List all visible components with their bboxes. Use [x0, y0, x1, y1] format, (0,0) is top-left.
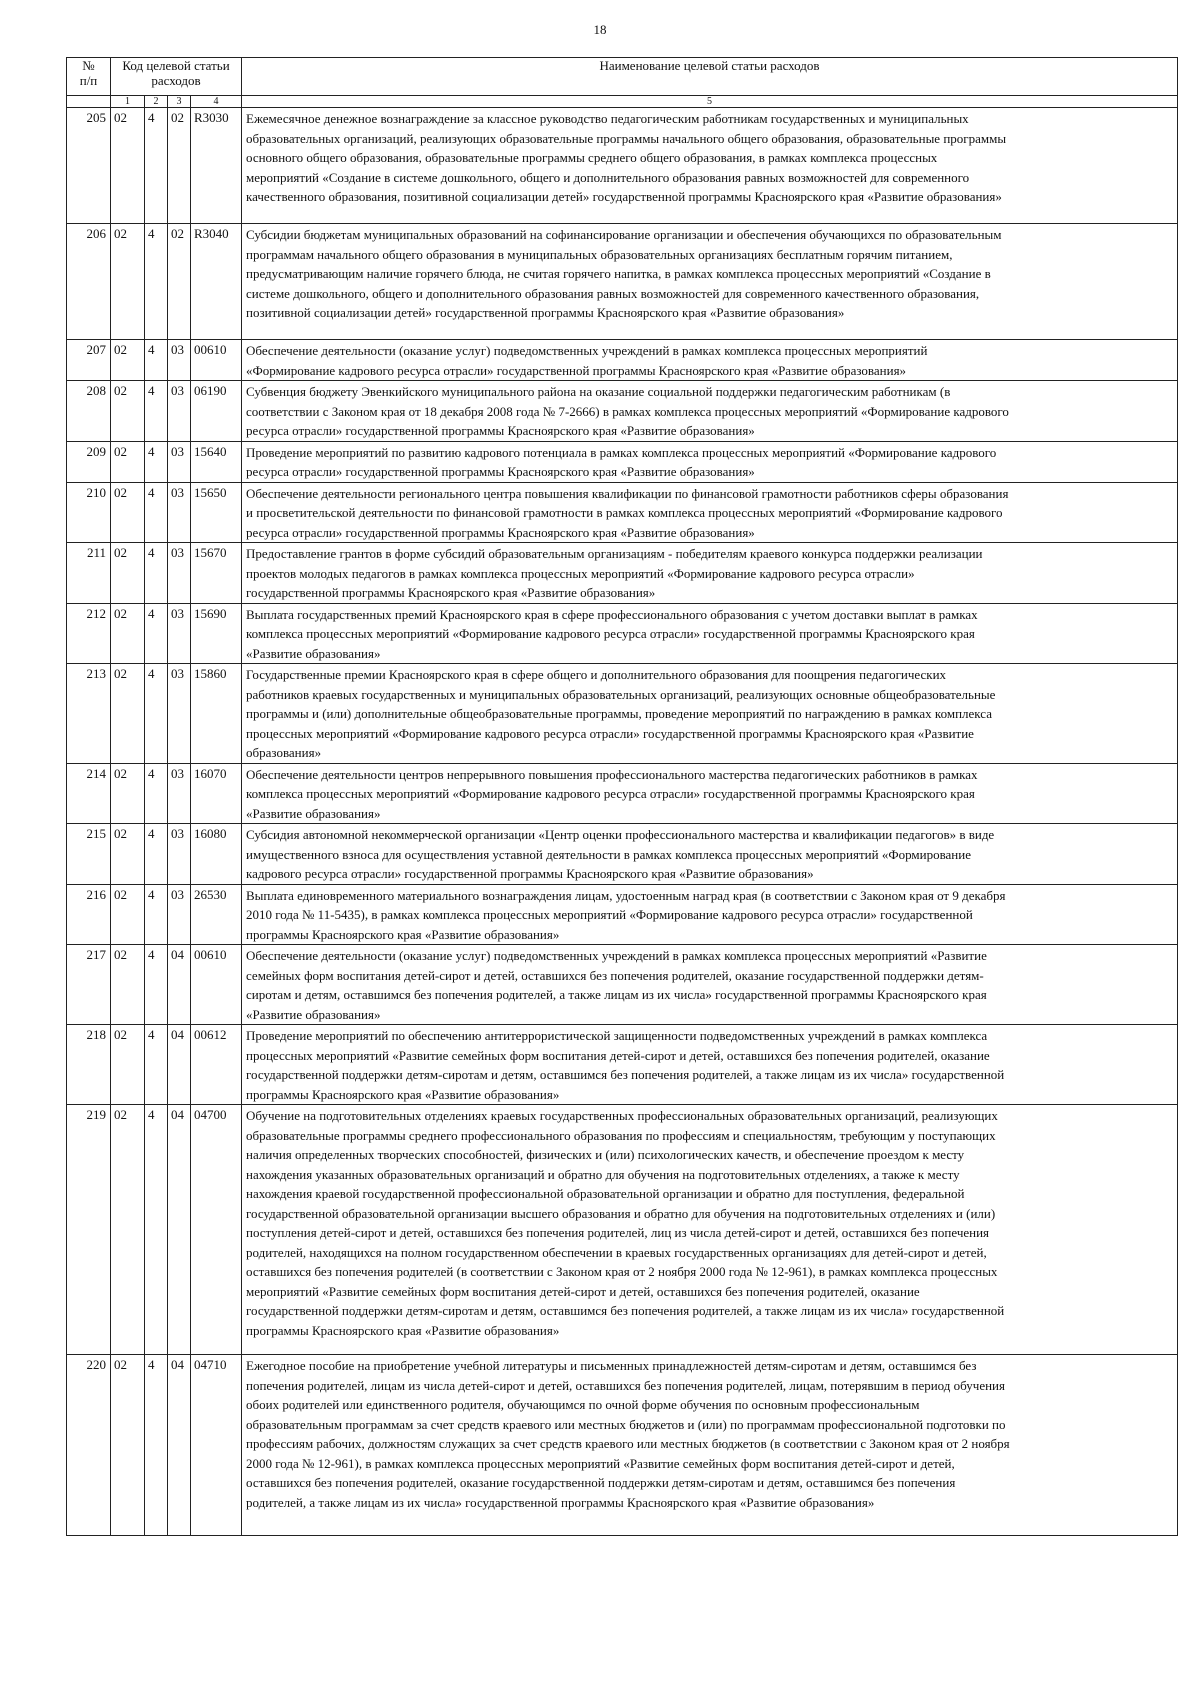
- code-part-2: 4: [145, 543, 168, 604]
- code-part-4: 16070: [191, 763, 242, 824]
- name-line: работников краевых государственных и муниципальных образовательных организаций, реализующих основные общеобразовательные: [246, 686, 996, 702]
- name-line: образовательным программам за счет средств краевого или местных бюджетов и (или) по программам профессиональной подготовки по: [246, 1416, 1006, 1432]
- expense-item-name: [242, 340, 1178, 381]
- name-line: оставшихся без попечения родителей (в соответствии с Законом края от 2 ноября 2000 года № 12-961), в рамках комплекса процессных: [246, 1264, 998, 1279]
- table-row: [67, 482, 1178, 543]
- name-line: «Развитие образования»: [246, 645, 381, 661]
- name-line: оставшихся без попечения родителей, оказание государственной поддержки детям-сиротам и детям, оставшимся без попечения: [246, 1475, 956, 1490]
- expense-item-name: [242, 108, 1178, 224]
- name-line: кадрового ресурса отрасли» государственной программы Красноярского края «Развитие образования»: [246, 866, 814, 881]
- name-line: образовательные программы среднего профессионального образования по профессиям и специальностям, требующим у поступающих: [246, 1127, 996, 1143]
- code-part-4: 04710: [191, 1355, 242, 1536]
- row-index: 211: [67, 543, 111, 604]
- name-line: ресурса отрасли» государственной программы Красноярского края «Развитие образования»: [246, 524, 755, 540]
- code-part-2: 4: [145, 441, 168, 482]
- num-label-2: п/п: [79, 73, 98, 88]
- name-line: и просветительской деятельности по финансовой грамотности в рамках комплекса процессных мероприятий «Формирование кадрового: [246, 505, 1003, 520]
- name-line: нахождения указанных образовательных организаций и обратно для обучения на подготовительных отделениях, а также к месту: [246, 1166, 960, 1182]
- col-number-blank: [67, 96, 111, 108]
- code-part-3: 02: [168, 224, 191, 340]
- name-line: Государственные премии Красноярского края в сфере общего и дополнительного образования для поощрения педагогических: [246, 667, 947, 682]
- name-line: имущественного взноса для осуществления уставной деятельности в рамках комплекса процессных мероприятий «Формирование: [246, 846, 971, 862]
- code-part-2: 4: [145, 664, 168, 764]
- code-part-2: 4: [145, 224, 168, 340]
- row-index: 217: [67, 945, 111, 1025]
- row-index: 209: [67, 441, 111, 482]
- code-part-4: 00610: [191, 945, 242, 1025]
- table-row: [67, 945, 1178, 1025]
- code-part-1: 02: [111, 108, 145, 224]
- code-part-4: 15860: [191, 664, 242, 764]
- name-header: Наименование целевой статьи расходов: [242, 58, 1178, 96]
- name-line: Обучение на подготовительных отделениях краевых государственных профессиональных образовательных организаций, реализующих: [246, 1108, 998, 1123]
- code-part-1: 02: [111, 441, 145, 482]
- name-line: государственной поддержки детям-сиротам и детям, оставшимся без попечения родителей, а также лицам из их числа» государственной: [246, 1303, 1005, 1318]
- name-line: основного общего образования, образовательные программы среднего общего образования, в рамках комплекса процессных: [246, 150, 938, 165]
- col-number-3: 3: [168, 96, 191, 108]
- code-part-2: 4: [145, 884, 168, 945]
- name-line: государственной образовательной организации высшего образования и обратно для обучения на подготовительных отделениях и (или): [246, 1205, 996, 1221]
- code-part-1: 02: [111, 340, 145, 381]
- col-number-5: 5: [242, 96, 1178, 108]
- table-row: [67, 340, 1178, 381]
- name-line: «Формирование кадрового ресурса отрасли» государственной программы Красноярского края «Развитие образования»: [246, 362, 907, 378]
- row-index: 212: [67, 603, 111, 664]
- code-part-1: 02: [111, 381, 145, 442]
- expense-item-name: [242, 824, 1178, 885]
- table-row: [67, 763, 1178, 824]
- code-part-3: 03: [168, 441, 191, 482]
- code-part-1: 02: [111, 603, 145, 664]
- name-line: 2000 года № 12-961), в рамках комплекса процессных мероприятий «Развитие семейных форм воспитания детей-сирот и детей,: [246, 1455, 955, 1471]
- name-line: Предоставление грантов в форме субсидий образовательным организациям - победителям краевого конкурса поддержки реализации: [246, 546, 983, 561]
- code-part-3: 03: [168, 340, 191, 381]
- name-line: Выплата единовременного материального вознаграждения лицам, удостоенным наград края (в соответствии с Законом края от 9 декабря: [246, 887, 1006, 903]
- row-index: 207: [67, 340, 111, 381]
- expense-item-name: [242, 1025, 1178, 1105]
- code-part-3: 03: [168, 543, 191, 604]
- row-index: 206: [67, 224, 111, 340]
- code-part-3: 02: [168, 108, 191, 224]
- name-line: мероприятий «Создание в системе дошкольного, общего и дополнительного образования равных возможностей для современного: [246, 169, 970, 185]
- name-line: позитивной социализации детей» государственной программы Красноярского края «Развитие образования»: [246, 305, 845, 320]
- name-line: Обеспечение деятельности регионального центра повышения квалификации по финансовой грамотности работников сферы образования: [246, 485, 1009, 501]
- expense-item-name: [242, 1355, 1178, 1536]
- name-line: профессиям рабочих, должностям служащих за счет средств краевого или местных бюджетов (в соответствии с Законом края от 2 ноября: [246, 1436, 1010, 1451]
- table-row: [67, 884, 1178, 945]
- name-line: Ежемесячное денежное вознаграждение за классное руководство педагогическим работникам государственных и муниципальных: [246, 111, 969, 126]
- expense-item-name: [242, 884, 1178, 945]
- code-part-2: 4: [145, 482, 168, 543]
- code-part-2: 4: [145, 381, 168, 442]
- code-part-3: 03: [168, 763, 191, 824]
- expense-item-name: [242, 945, 1178, 1025]
- code-part-3: 03: [168, 664, 191, 764]
- name-line: Выплата государственных премий Красноярского края в сфере профессионального образования с учетом доставки выплат в рамках: [246, 606, 978, 622]
- name-line: Проведение мероприятий по обеспечению антитеррористической защищенности подведомственных учреждений в рамках комплекса: [246, 1028, 988, 1043]
- name-line: наличия определенных творческих способностей, физических и (или) психологических качеств, и обеспечение проездом к месту: [246, 1147, 965, 1162]
- name-line: Проведение мероприятий по развитию кадрового потенциала в рамках комплекса процессных мероприятий «Формирование кадрового: [246, 444, 997, 460]
- name-line: программы Красноярского края «Развитие образования»: [246, 1322, 560, 1338]
- name-line: программы и (или) дополнительные общеобразовательные программы, проведение мероприятий по награждению в рамках комплекса: [246, 706, 992, 721]
- code-part-4: 15670: [191, 543, 242, 604]
- row-index: 213: [67, 664, 111, 764]
- expense-item-name: [242, 763, 1178, 824]
- name-line: 2010 года № 11-5435), в рамках комплекса процессных мероприятий «Формирование кадрового ресурса отрасли» государственной: [246, 907, 973, 922]
- name-line: Обеспечение деятельности (оказание услуг) подведомственных учреждений в рамках комплекса процессных мероприятий «Развитие: [246, 948, 987, 963]
- name-line: ресурса отрасли» государственной программы Красноярского края «Развитие образования»: [246, 423, 755, 438]
- code-part-3: 04: [168, 1355, 191, 1536]
- code-part-3: 03: [168, 884, 191, 945]
- code-part-2: 4: [145, 1025, 168, 1105]
- code-part-4: 15640: [191, 441, 242, 482]
- name-line: Обеспечение деятельности центров непрерывного повышения профессионального мастерства педагогических работников в рамках: [246, 766, 978, 782]
- code-part-2: 4: [145, 824, 168, 885]
- name-line: Субвенция бюджету Эвенкийского муниципального района на оказание социальной поддержки педагогическим работникам (в: [246, 384, 951, 399]
- row-index: 208: [67, 381, 111, 442]
- code-part-1: 02: [111, 763, 145, 824]
- name-line: Субсидии бюджетам муниципальных образований на софинансирование организации и обеспечения обучающихся по образовательным: [246, 227, 1002, 242]
- name-line: качественного образования, позитивной социализации детей» государственной программы Красноярского края «Развитие образования»: [246, 189, 1002, 204]
- name-line: соответствии с Законом края от 18 декабря 2008 года № 7-2666) в рамках комплекса процессных мероприятий «Формирование кадрового: [246, 403, 1009, 419]
- code-part-4: 15690: [191, 603, 242, 664]
- table-row: [67, 224, 1178, 340]
- name-line: сиротам и детям, оставшимся без попечения родителей, а также лицам из их числа» государственной программы Красноярского края: [246, 987, 987, 1002]
- code-part-4: 00610: [191, 340, 242, 381]
- name-line: процессных мероприятий «Развитие семейных форм воспитания детей-сирот и детей, оставшихся без попечения родителей, оказание: [246, 1047, 990, 1063]
- code-part-3: 03: [168, 482, 191, 543]
- name-line: Субсидия автономной некоммерческой организации «Центр оценки профессионального мастерства и квалификации педагогов» в виде: [246, 827, 995, 842]
- page-number: 18: [593, 22, 607, 37]
- row-index: 218: [67, 1025, 111, 1105]
- row-index: 220: [67, 1355, 111, 1536]
- code-part-1: 02: [111, 824, 145, 885]
- code-part-2: 4: [145, 1355, 168, 1536]
- code-part-4: 15650: [191, 482, 242, 543]
- table-row: [67, 664, 1178, 764]
- name-line: «Развитие образования»: [246, 805, 381, 821]
- header-row: [67, 58, 1178, 96]
- row-index: 214: [67, 763, 111, 824]
- code-part-2: 4: [145, 763, 168, 824]
- row-index: 210: [67, 482, 111, 543]
- expense-item-name: [242, 381, 1178, 442]
- code-part-3: 04: [168, 1105, 191, 1355]
- expense-item-name: [242, 441, 1178, 482]
- name-line: образовательных организаций, реализующих образовательные программы начального общего образования, образовательные программы: [246, 130, 1007, 146]
- name-line: государственной программы Красноярского края «Развитие образования»: [246, 585, 656, 600]
- code-part-1: 02: [111, 1105, 145, 1355]
- table-row: [67, 381, 1178, 442]
- name-line: государственной поддержки детям-сиротам и детям, оставшимся без попечения родителей, а также лицам из их числа» государственной: [246, 1067, 1005, 1082]
- name-line: программы Красноярского края «Развитие образования»: [246, 1086, 560, 1102]
- num-header: [67, 58, 111, 96]
- table-row: [67, 543, 1178, 604]
- expense-item-name: [242, 224, 1178, 340]
- table-row: [67, 441, 1178, 482]
- code-label-1: Код целевой статьи: [122, 58, 230, 73]
- expense-item-name: [242, 1105, 1178, 1355]
- code-part-3: 04: [168, 1025, 191, 1105]
- code-part-4: 06190: [191, 381, 242, 442]
- code-part-1: 02: [111, 884, 145, 945]
- name-line: Обеспечение деятельности (оказание услуг) подведомственных учреждений в рамках комплекса процессных мероприятий: [246, 343, 928, 358]
- col-number-2: 2: [145, 96, 168, 108]
- row-index: 215: [67, 824, 111, 885]
- expense-item-name: [242, 664, 1178, 764]
- name-line: попечения родителей, лицам из числа детей-сирот и детей, оставшихся без попечения родителей, лицам, потерявшим в период обучения: [246, 1377, 1005, 1393]
- code-part-3: 03: [168, 824, 191, 885]
- name-line: семейных форм воспитания детей-сирот и детей, оставшихся без попечения родителей, оказание государственной поддержки детям-: [246, 967, 984, 983]
- code-part-2: 4: [145, 108, 168, 224]
- name-line: проектов молодых педагогов в рамках комплекса процессных мероприятий «Формирование кадрового ресурса отрасли»: [246, 565, 915, 581]
- name-line: системе дошкольного, общего и дополнительного образования равных возможностей для современного качественного образования,: [246, 285, 980, 301]
- col-number-1: 1: [111, 96, 145, 108]
- code-part-2: 4: [145, 945, 168, 1025]
- code-part-4: 26530: [191, 884, 242, 945]
- name-line: Ежегодное пособие на приобретение учебной литературы и письменных принадлежностей детям-сиротам и детям, оставшимся без: [246, 1358, 977, 1373]
- expense-items-table: [66, 57, 1178, 1536]
- code-part-1: 02: [111, 1025, 145, 1105]
- name-line: процессных мероприятий «Формирование кадрового ресурса отрасли» государственной программы Красноярского края «Развитие: [246, 725, 974, 741]
- table-row: [67, 1025, 1178, 1105]
- code-part-4: 16080: [191, 824, 242, 885]
- name-line: нахождения краевой государственной профессиональной образовательной организации и обратно для поступления, федеральной: [246, 1186, 965, 1201]
- code-header: [111, 58, 242, 96]
- code-part-1: 02: [111, 543, 145, 604]
- table-row: [67, 1355, 1178, 1536]
- code-part-1: 02: [111, 482, 145, 543]
- name-line: поступления детей-сирот и детей, оставшихся без попечения родителей, лиц из числа детей-сирот и детей, оставшихся без попечения: [246, 1225, 990, 1240]
- code-part-3: 03: [168, 603, 191, 664]
- code-part-2: 4: [145, 603, 168, 664]
- row-index: 219: [67, 1105, 111, 1355]
- column-number-row: [67, 96, 1178, 108]
- name-line: программы Красноярского края «Развитие образования»: [246, 926, 560, 942]
- code-part-4: R3030: [191, 108, 242, 224]
- name-line: мероприятий «Развитие семейных форм воспитания детей-сирот и детей, оставшихся без попечения родителей, оказание: [246, 1283, 920, 1299]
- table-row: [67, 824, 1178, 885]
- code-part-2: 4: [145, 340, 168, 381]
- name-line: предусматривающим наличие горячего блюда, не считая горячего напитка, в рамках комплекса процессных мероприятий «Создание в: [246, 266, 991, 281]
- code-label-2: расходов: [151, 73, 201, 88]
- name-line: родителей, находящихся на полном государственном обеспечении в краевых государственных организациях для детей-сирот и детей,: [246, 1244, 987, 1260]
- code-part-4: R3040: [191, 224, 242, 340]
- num-label-1: №: [82, 58, 95, 73]
- code-part-4: 00612: [191, 1025, 242, 1105]
- table-row: [67, 108, 1178, 224]
- col-number-4: 4: [191, 96, 242, 108]
- name-line: родителей, а также лицам из их числа» государственной программы Красноярского края «Развитие образования»: [246, 1494, 875, 1510]
- expense-item-name: [242, 543, 1178, 604]
- table-row: [67, 603, 1178, 664]
- name-line: образования»: [246, 745, 322, 760]
- code-part-3: 03: [168, 381, 191, 442]
- name-line: программам начального общего образования в муниципальных образовательных организациях бесплатным горячим питанием,: [246, 246, 953, 262]
- code-part-1: 02: [111, 945, 145, 1025]
- code-part-1: 02: [111, 664, 145, 764]
- code-part-3: 04: [168, 945, 191, 1025]
- name-line: комплекса процессных мероприятий «Формирование кадрового ресурса отрасли» государственной программы Красноярского края: [246, 786, 975, 801]
- name-line: ресурса отрасли» государственной программы Красноярского края «Развитие образования»: [246, 464, 755, 479]
- expense-item-name: [242, 482, 1178, 543]
- name-line: комплекса процессных мероприятий «Формирование кадрового ресурса отрасли» государственной программы Красноярского края: [246, 626, 975, 641]
- table-body: [67, 108, 1178, 1536]
- code-part-2: 4: [145, 1105, 168, 1355]
- name-line: «Развитие образования»: [246, 1006, 381, 1022]
- table-row: [67, 1105, 1178, 1355]
- code-part-1: 02: [111, 224, 145, 340]
- code-part-1: 02: [111, 1355, 145, 1536]
- code-part-4: 04700: [191, 1105, 242, 1355]
- expense-item-name: [242, 603, 1178, 664]
- name-line: обоих родителей или единственного родителя, обучающимся по очной форме обучения по основным профессиональным: [246, 1397, 920, 1412]
- row-index: 216: [67, 884, 111, 945]
- row-index: 205: [67, 108, 111, 224]
